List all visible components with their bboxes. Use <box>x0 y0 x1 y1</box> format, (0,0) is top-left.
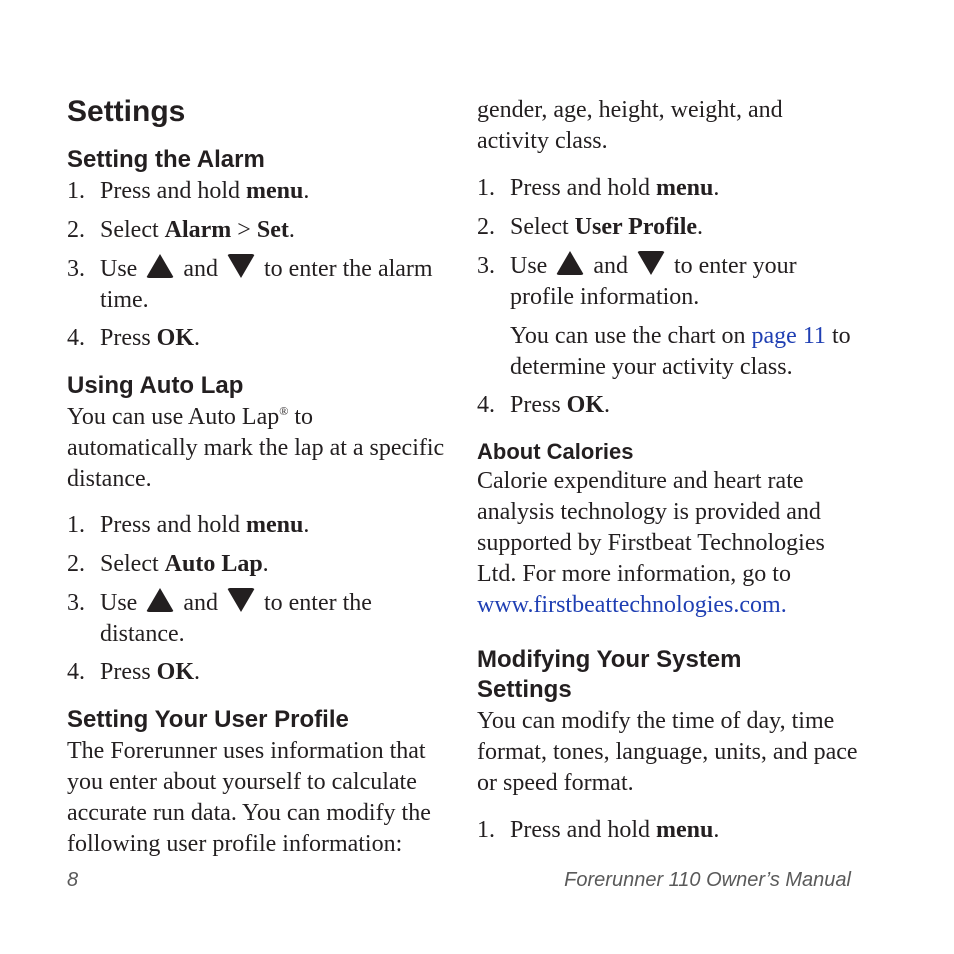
calories-text: Calorie expenditure and heart rate analysis technology is provided and supported by Firstbeat Technologies Ltd. For more information, go to www.firstbeattechnologies.com. <box>477 468 825 618</box>
autolap-step-2: 2. Select Auto Lap. <box>67 551 269 577</box>
profile-step-4: 4. Press OK. <box>477 392 611 418</box>
autolap-step-3: 3. Use and to enter the distance. <box>67 590 372 647</box>
autolap-intro: You can use Auto Lap® to automatically mark the lap at a specific distance. <box>67 404 445 492</box>
calories-heading: About Calories <box>477 439 634 464</box>
profile-step-3-note: You can use the chart on page 11 to determine your activity class. <box>510 323 851 380</box>
alarm-step-3: 3. Use and to enter the alarm time. <box>67 256 433 313</box>
page-number: 8 <box>67 869 79 891</box>
alarm-step-1: 1. Press and hold menu. <box>67 178 310 204</box>
autolap-step-1: 1. Press and hold menu. <box>67 512 310 538</box>
profile-step-2: 2. Select User Profile. <box>477 214 704 240</box>
profile-intro: The Forerunner uses information that you enter about yourself to calculate accurate run data. You can modify the following user profile information: <box>67 738 431 857</box>
autolap-heading: Using Auto Lap <box>67 372 244 399</box>
autolap-step-4: 4. Press OK. <box>67 659 201 685</box>
system-settings-heading: Modifying Your System Settings <box>477 646 742 703</box>
system-settings-intro: You can modify the time of day, time format, tones, language, units, and pace or speed format. <box>477 708 858 796</box>
profile-intro-continued: gender, age, height, weight, and activity class. <box>477 97 783 154</box>
up-arrow-icon <box>146 254 174 278</box>
down-arrow-icon <box>227 254 255 278</box>
alarm-heading: Setting the Alarm <box>67 146 265 173</box>
up-arrow-icon <box>556 251 584 275</box>
down-arrow-icon <box>637 251 665 275</box>
system-step-1: 1. Press and hold menu. <box>477 817 720 843</box>
alarm-step-4: 4. Press OK. <box>67 325 201 351</box>
page-11-link[interactable]: page 11 <box>751 323 826 349</box>
firstbeat-link[interactable]: www.firstbeattechnologies.com. <box>477 592 787 618</box>
alarm-step-2: 2. Select Alarm > Set. <box>67 217 295 243</box>
down-arrow-icon <box>227 588 255 612</box>
page-title: Settings <box>67 95 186 128</box>
profile-step-3: 3. Use and to enter your profile information. <box>477 253 797 310</box>
up-arrow-icon <box>146 588 174 612</box>
manual-title: Forerunner 110 Owner’s Manual <box>564 869 851 891</box>
profile-step-1: 1. Press and hold menu. <box>477 175 720 201</box>
profile-heading: Setting Your User Profile <box>67 706 349 733</box>
